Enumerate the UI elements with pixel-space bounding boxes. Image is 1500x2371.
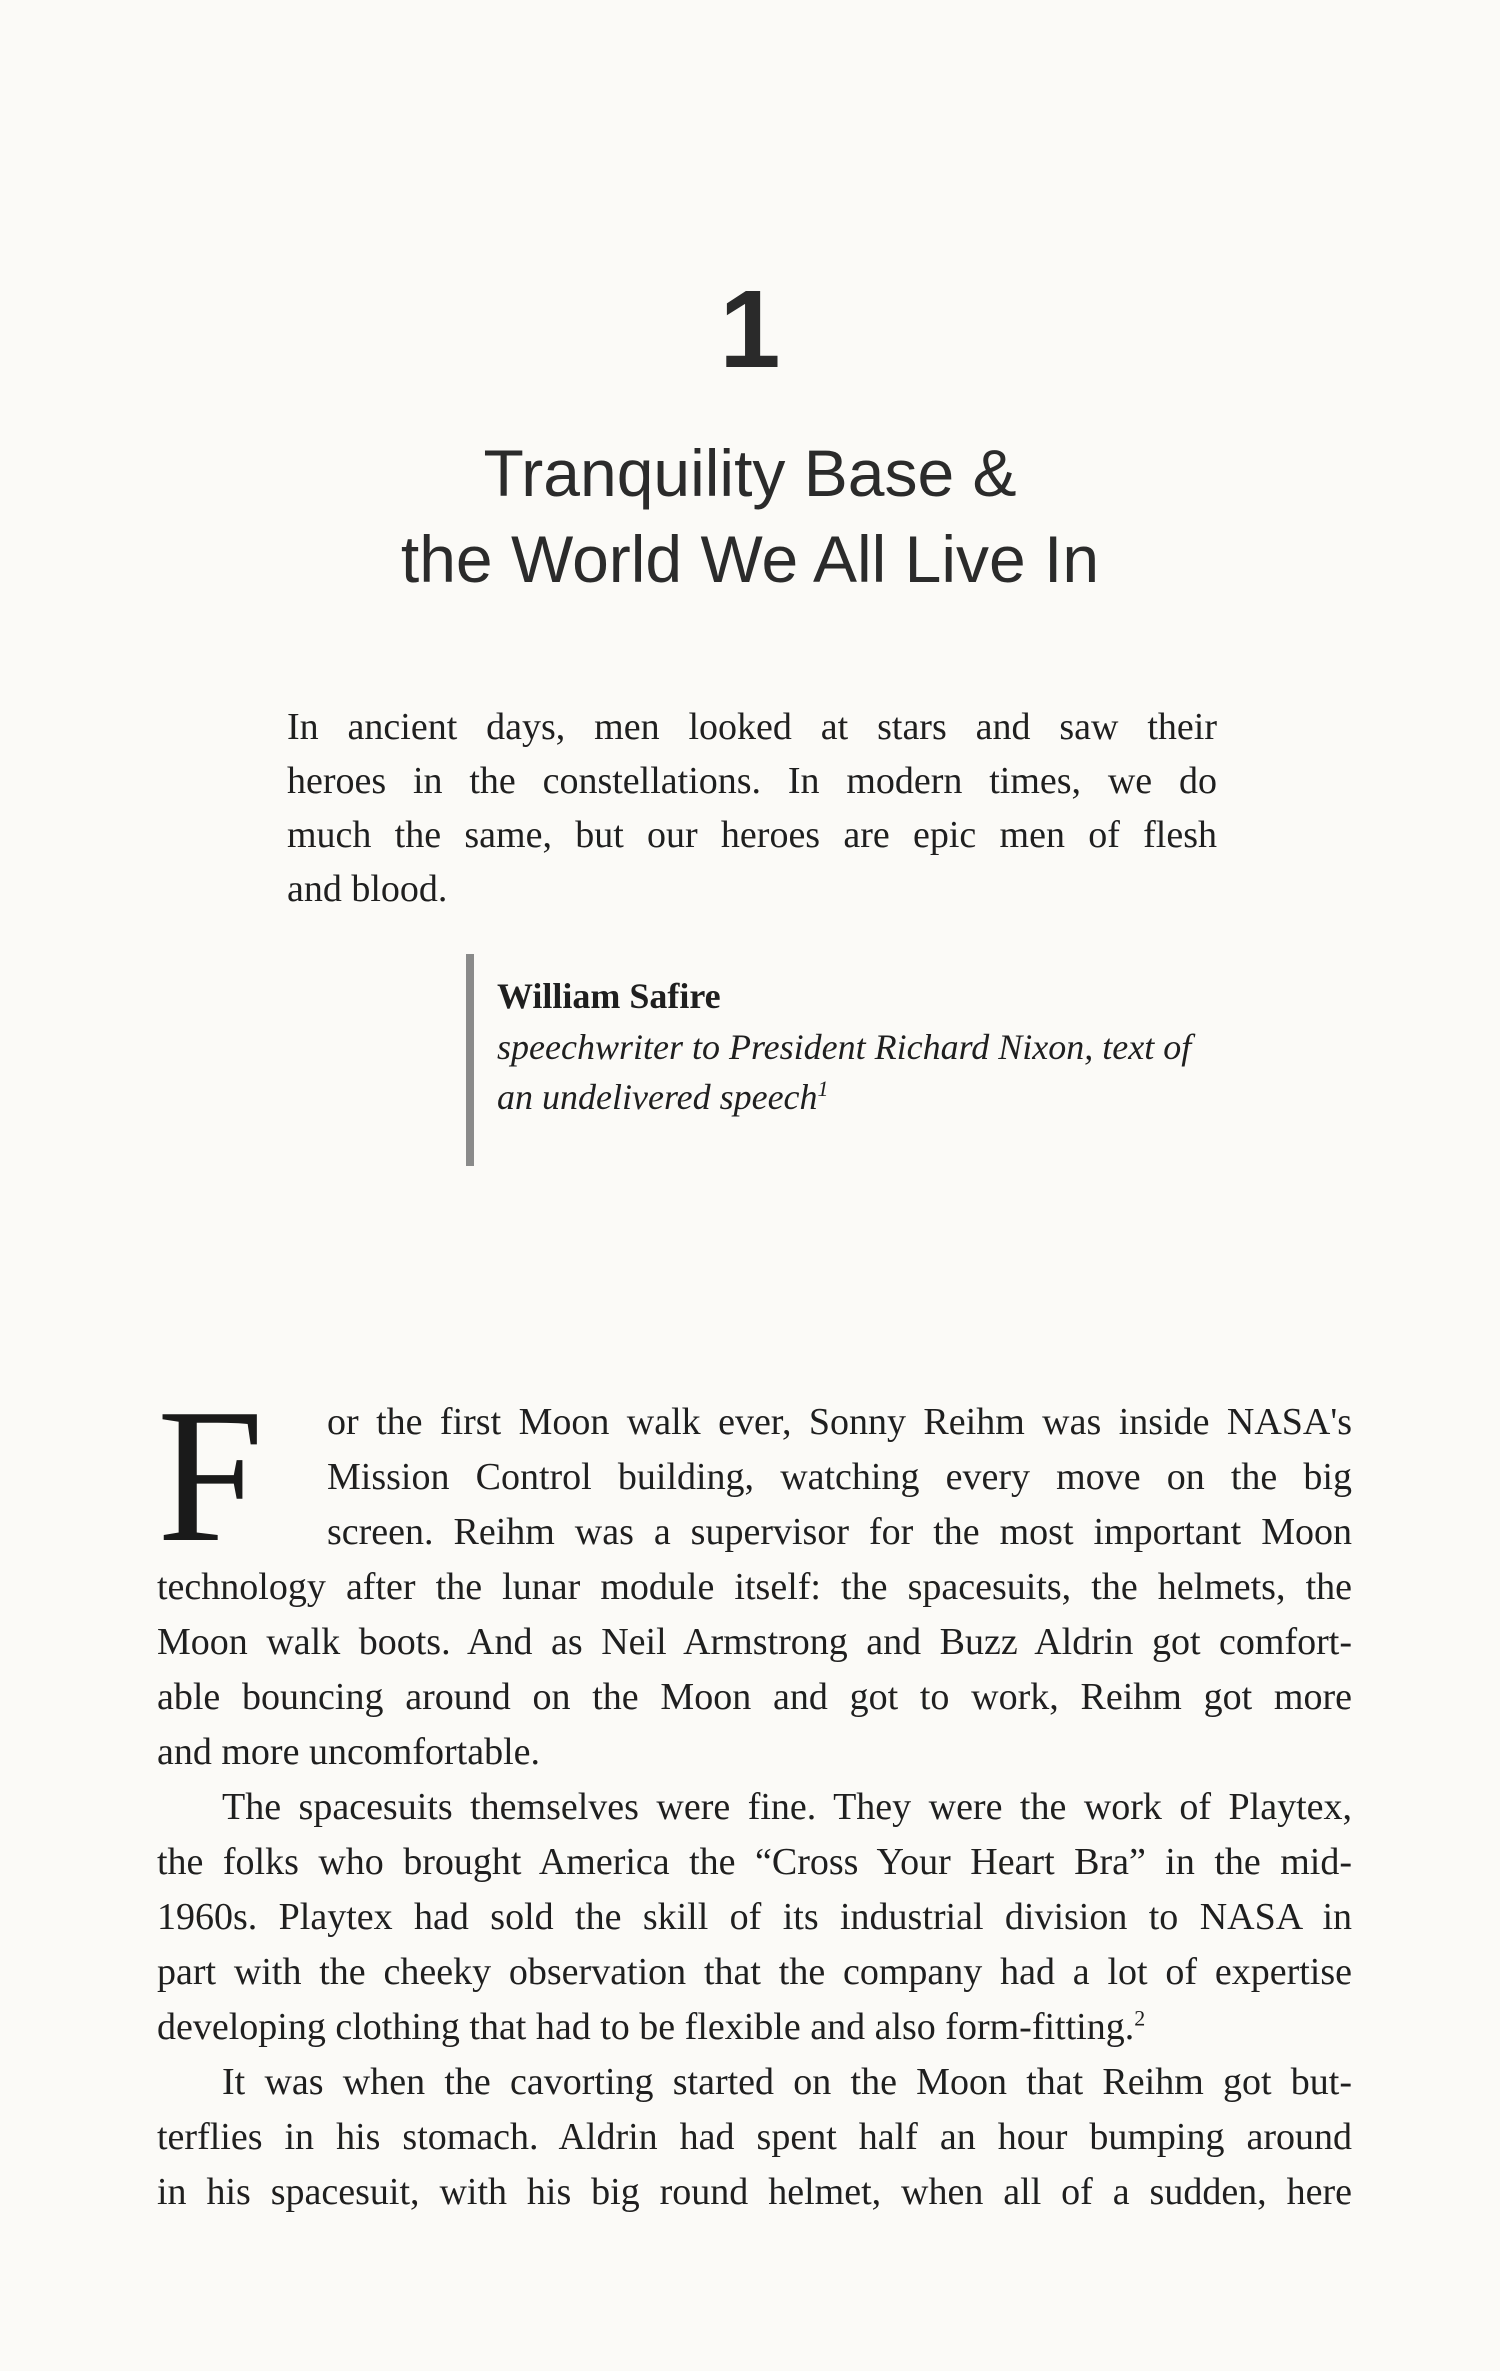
epigraph-attribution xyxy=(497,970,1257,1122)
attribution-rule xyxy=(466,954,474,1166)
text-line xyxy=(157,2000,1352,2055)
text-line: 1960s. Playtex had sold the skill of its industrial division to NASA in xyxy=(157,1896,1352,1938)
text-line: or the first Moon walk ever, Sonny Reihm was inside NASA's xyxy=(327,1401,1352,1443)
paragraph-3 xyxy=(157,2055,1352,2220)
text-line: It was when the cavorting started on the Moon that Reihm got but- xyxy=(222,2061,1352,2103)
body-text xyxy=(157,1369,1352,2220)
drop-cap: F xyxy=(157,1369,264,1582)
text-line: screen. Reihm was a supervisor for the most important Moon xyxy=(327,1511,1352,1553)
footnote-ref-1[interactable]: 1 xyxy=(817,1076,829,1101)
text-line: Mission Control building, watching every move on the big xyxy=(327,1456,1352,1498)
epigraph-line: and blood. xyxy=(287,868,448,910)
text-line: terflies in his stomach. Aldrin had spent half an hour bumping around xyxy=(157,2116,1352,2158)
text-line-content: developing clothing that had to be flexible and also form-fitting. xyxy=(157,2006,1135,2048)
attribution-author: William Safire xyxy=(497,976,721,1016)
text-line: and more uncomfortable. xyxy=(157,1731,541,1773)
attribution-role-text: an undelivered speech xyxy=(497,1077,818,1117)
paragraph-2 xyxy=(157,1780,1352,2055)
text-line: in his spacesuit, with his big round helmet, when all of a sudden, here xyxy=(157,2171,1352,2213)
paragraph-1 xyxy=(157,1369,1352,1780)
epigraph-line: much the same, but our heroes are epic men of flesh xyxy=(287,814,1217,856)
chapter-title-line-2: the World We All Live In xyxy=(400,522,1100,596)
chapter-title-line-1: Tranquility Base & xyxy=(483,436,1017,510)
chapter-title xyxy=(0,430,1500,602)
attribution-role-line-1: speechwriter to President Richard Nixon, text of xyxy=(497,1027,1192,1067)
chapter-number: 1 xyxy=(719,268,781,391)
attribution-role-line-2 xyxy=(497,1072,1257,1122)
epigraph-quote xyxy=(287,700,1217,916)
text-line: Moon walk boots. And as Neil Armstrong and Buzz Aldrin got comfort- xyxy=(157,1621,1352,1663)
text-line: the folks who brought America the “Cross Your Heart Bra” in the mid- xyxy=(157,1841,1352,1883)
epigraph-line: heroes in the constellations. In modern times, we do xyxy=(287,760,1217,802)
text-line: part with the cheeky observation that the company had a lot of expertise xyxy=(157,1951,1352,1993)
epigraph-line: In ancient days, men looked at stars and saw their xyxy=(287,706,1217,748)
text-line: able bouncing around on the Moon and got to work, Reihm got more xyxy=(157,1676,1352,1718)
text-line: The spacesuits themselves were fine. They were the work of Playtex, xyxy=(222,1786,1352,1828)
footnote-ref-2[interactable]: 2 xyxy=(1134,2005,1146,2031)
text-line: technology after the lunar module itself: the spacesuits, the helmets, the xyxy=(157,1566,1352,1608)
